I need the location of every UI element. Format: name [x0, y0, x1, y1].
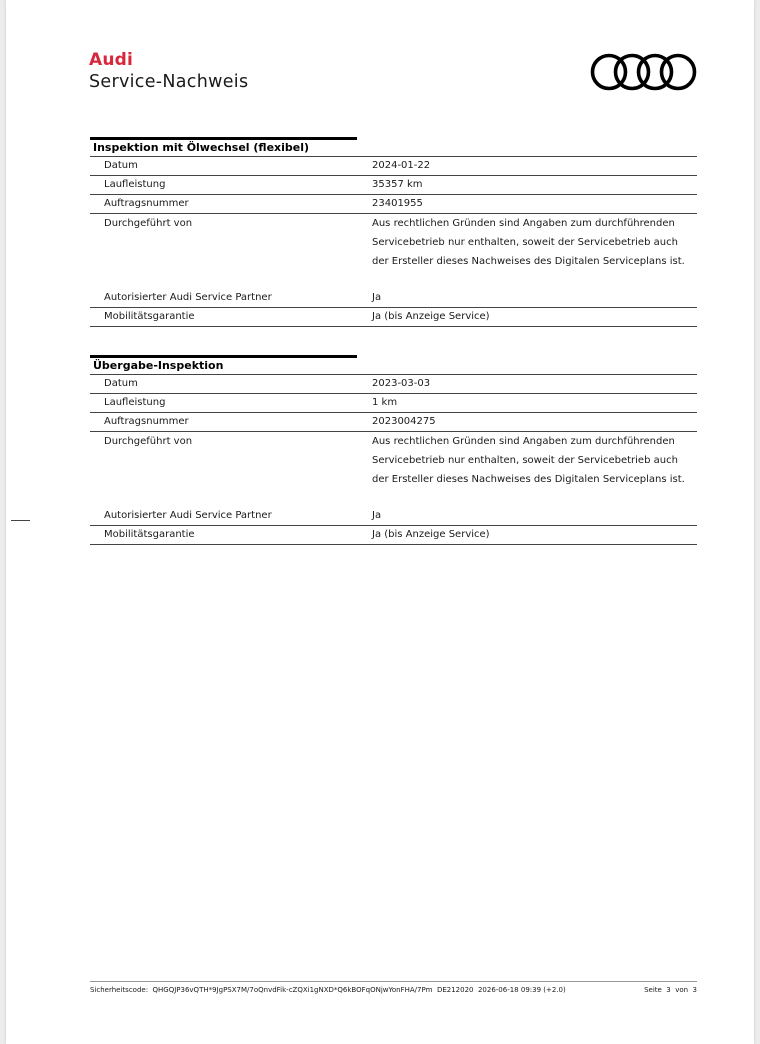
footer-divider	[90, 981, 697, 982]
row-label: Mobilitätsgarantie	[104, 529, 195, 540]
row-label: Auftragsnummer	[104, 416, 189, 427]
row-value: Ja	[372, 292, 382, 303]
audi-four-rings-icon	[588, 52, 698, 92]
row-value: 23401955	[372, 198, 423, 209]
page-number	[644, 986, 697, 994]
security-code-label: Sicherheitscode:	[90, 986, 149, 994]
row-value: Ja (bis Anzeige Service)	[372, 311, 490, 322]
row-value: 2023-03-03	[372, 378, 431, 389]
row-value: 1 km	[372, 397, 398, 408]
section-title: Übergabe-Inspektion	[93, 359, 224, 372]
footer-security-info	[90, 986, 566, 994]
table-row	[90, 308, 697, 327]
row-label: Autorisierter Audi Service Partner	[104, 292, 272, 303]
section-title: Inspektion mit Ölwechsel (flexibel)	[93, 141, 310, 154]
table-row	[90, 526, 697, 545]
row-value: 2024-01-22	[372, 160, 431, 171]
section-header	[90, 137, 697, 157]
row-label: Autorisierter Audi Service Partner	[104, 510, 272, 521]
dealer-code: DE212020	[436, 986, 474, 994]
page-label: Seite	[644, 986, 662, 994]
row-value: Ja	[372, 510, 382, 521]
table-row	[90, 195, 697, 214]
security-code: QHGQJP36vQTH*9JgPSX7M/7oQnvdFik-cZQXi1gNXD*Q6kBOFqONjwYonFHA/7Pm	[152, 986, 433, 994]
service-section-handover	[90, 355, 697, 545]
table-row	[90, 214, 697, 289]
page-total: 3	[692, 986, 697, 994]
row-label: Auftragsnummer	[104, 198, 189, 209]
page-title: Service-Nachweis	[89, 72, 249, 92]
table-row	[90, 375, 697, 394]
row-label: Datum	[104, 160, 138, 171]
table-row	[90, 507, 697, 526]
table-row	[90, 289, 697, 308]
page-of-label: von	[675, 986, 689, 994]
row-label: Laufleistung	[104, 179, 166, 190]
row-value: Aus rechtlichen Gründen sind Angaben zum durchführenden Servicebetrieb nur enthalten, soweit der Servicebetrieb auch der Ersteller dieses Nachweises des Digitalen Serviceplans ist.	[372, 436, 685, 485]
row-label: Laufleistung	[104, 397, 166, 408]
table-row	[90, 413, 697, 432]
page-current: 3	[666, 986, 671, 994]
table-row	[90, 394, 697, 413]
row-label: Mobilitätsgarantie	[104, 311, 195, 322]
row-label: Durchgeführt von	[104, 218, 193, 229]
table-row	[90, 157, 697, 176]
row-value: Ja (bis Anzeige Service)	[372, 529, 490, 540]
row-value: Aus rechtlichen Gründen sind Angaben zum durchführenden Servicebetrieb nur enthalten, soweit der Servicebetrieb auch der Ersteller dieses Nachweises des Digitalen Serviceplans ist.	[372, 218, 685, 267]
document-page	[6, 0, 754, 1044]
margin-mark	[11, 520, 30, 521]
row-value: 2023004275	[372, 416, 436, 427]
table-row	[90, 432, 697, 507]
row-label: Datum	[104, 378, 138, 389]
row-value: 35357 km	[372, 179, 423, 190]
brand-name: Audi	[89, 50, 134, 70]
row-label: Durchgeführt von	[104, 436, 193, 447]
service-section-inspection	[90, 137, 697, 327]
print-timestamp: 2026-06-18 09:39 (+2.0)	[477, 986, 566, 994]
section-header	[90, 355, 697, 375]
table-row	[90, 176, 697, 195]
